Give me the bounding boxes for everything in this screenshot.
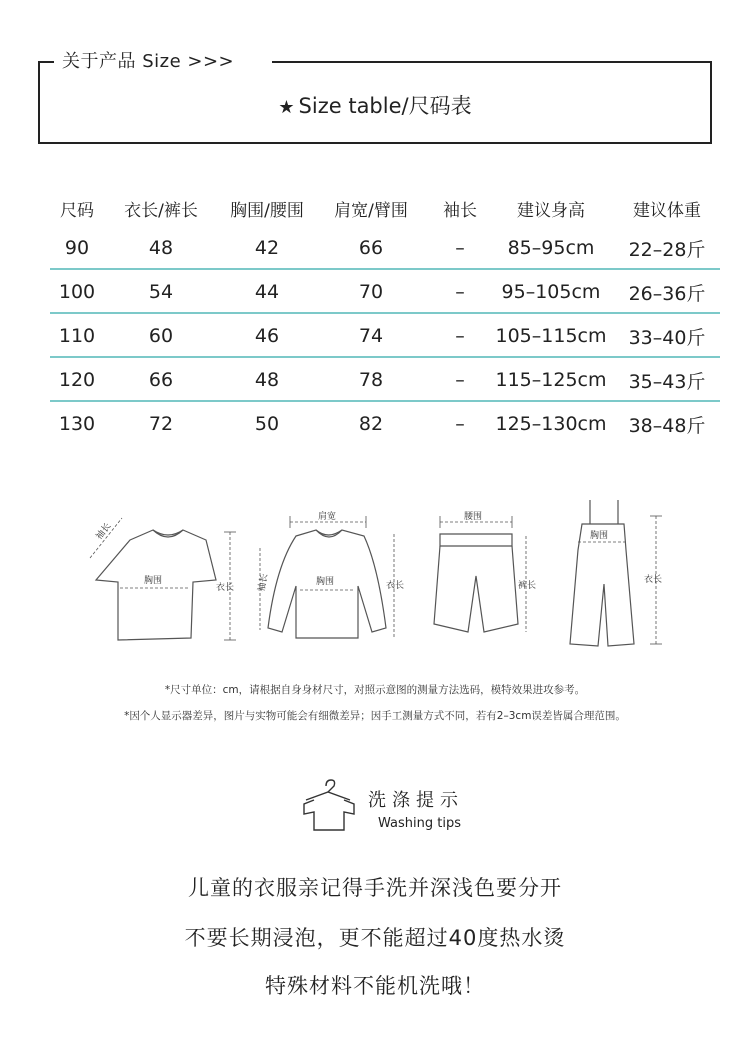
- table-row: [50, 402, 720, 446]
- table-cell: 100: [58, 281, 96, 303]
- table-cell: 115–125cm: [495, 369, 607, 391]
- table-cell: 48: [254, 369, 280, 391]
- table-cell: 50: [254, 413, 280, 435]
- tshirt-chest-label: 胸围: [144, 576, 163, 586]
- overalls-measurement-diagram: [560, 494, 690, 654]
- column-header: 胸围/腰围: [230, 200, 304, 221]
- shorts-waist-label: 腰围: [464, 512, 483, 522]
- column-header: 尺码: [60, 200, 94, 221]
- table-cell: –: [455, 281, 465, 303]
- overalls-chest-label: 胸围: [590, 531, 609, 541]
- shorts-length-label: 裤长: [518, 581, 537, 591]
- washing-tips-title: 洗涤提示: [368, 790, 464, 811]
- table-row: [50, 226, 720, 270]
- table-cell: 22–28斤: [628, 238, 706, 261]
- column-header: 袖长: [443, 200, 477, 221]
- table-row: [50, 314, 720, 358]
- table-cell: 74: [358, 325, 384, 347]
- table-cell: –: [455, 369, 465, 391]
- table-cell: –: [455, 237, 465, 259]
- table-cell: –: [455, 325, 465, 347]
- table-cell: 48: [148, 237, 174, 259]
- table-cell: 105–115cm: [495, 325, 607, 347]
- shorts-measurement-diagram: [426, 506, 556, 646]
- column-header: 建议体重: [633, 200, 701, 221]
- washing-line-3: 特殊材料不能机洗哦！: [265, 974, 485, 998]
- column-header: 肩宽/臂围: [334, 200, 408, 221]
- washing-line-2: 不要长期浸泡，更不能超过40度热水烫: [184, 926, 566, 950]
- sweater-shoulder-label: 肩宽: [318, 512, 337, 522]
- tshirt-length-label: 衣长: [216, 583, 235, 593]
- table-cell: 110: [58, 325, 96, 347]
- table-cell: 60: [148, 325, 174, 347]
- table-cell: 72: [148, 413, 174, 435]
- size-note-2: *因个人显示器差异，图片与实物可能会有细微差异；因手工测量方式不同，若有2–3cm误差皆属合理范围。: [124, 710, 626, 722]
- table-body: [50, 226, 720, 446]
- washing-tips-subtitle: Washing tips: [378, 816, 461, 831]
- table-cell: 82: [358, 413, 384, 435]
- table-cell: 70: [358, 281, 384, 303]
- sweater-length-label: 衣长: [386, 581, 405, 591]
- table-cell: 26–36斤: [628, 282, 706, 305]
- table-cell: 33–40斤: [628, 326, 706, 349]
- table-cell: 130: [58, 413, 96, 435]
- overalls-length-label: 衣长: [644, 575, 663, 585]
- table-cell: 90: [64, 237, 90, 259]
- table-row: [50, 358, 720, 402]
- table-cell: 54: [148, 281, 174, 303]
- size-table-title: [0, 90, 750, 120]
- column-header: 建议身高: [517, 200, 585, 221]
- size-table-title-text: Size table/尺码表: [298, 94, 472, 118]
- size-table: [50, 190, 720, 446]
- table-cell: 95–105cm: [501, 281, 601, 303]
- table-cell: 44: [254, 281, 280, 303]
- washing-line-1: 儿童的衣服亲记得手洗并深浅色要分开: [188, 876, 562, 900]
- table-cell: –: [455, 413, 465, 435]
- column-header: 衣长/裤长: [124, 200, 198, 221]
- sweater-measurement-diagram: [246, 506, 416, 646]
- table-cell: 35–43斤: [628, 370, 706, 393]
- table-cell: 66: [148, 369, 174, 391]
- sweater-sleeve-label: 袖长: [257, 573, 271, 593]
- size-note-1: *尺寸单位：cm，请根据自身身材尺寸，对照示意图的测量方法选码，模特效果进攻参考。: [164, 684, 586, 696]
- tshirt-measurement-diagram: [78, 510, 248, 650]
- table-header-row: [50, 190, 720, 226]
- hanger-shirt-icon: [300, 776, 358, 836]
- table-row: [50, 270, 720, 314]
- header-label: 关于产品 Size >>>: [62, 51, 235, 72]
- table-cell: 42: [254, 237, 280, 259]
- table-cell: 125–130cm: [495, 413, 607, 435]
- sweater-chest-label: 胸围: [316, 577, 335, 587]
- tshirt-sleeve-label: 袖长: [94, 521, 114, 542]
- table-cell: 46: [254, 325, 280, 347]
- star-icon: ★: [278, 97, 295, 118]
- table-cell: 38–48斤: [628, 414, 706, 437]
- table-cell: 120: [58, 369, 96, 391]
- table-cell: 85–95cm: [507, 237, 595, 259]
- table-cell: 78: [358, 369, 384, 391]
- table-cell: 66: [358, 237, 384, 259]
